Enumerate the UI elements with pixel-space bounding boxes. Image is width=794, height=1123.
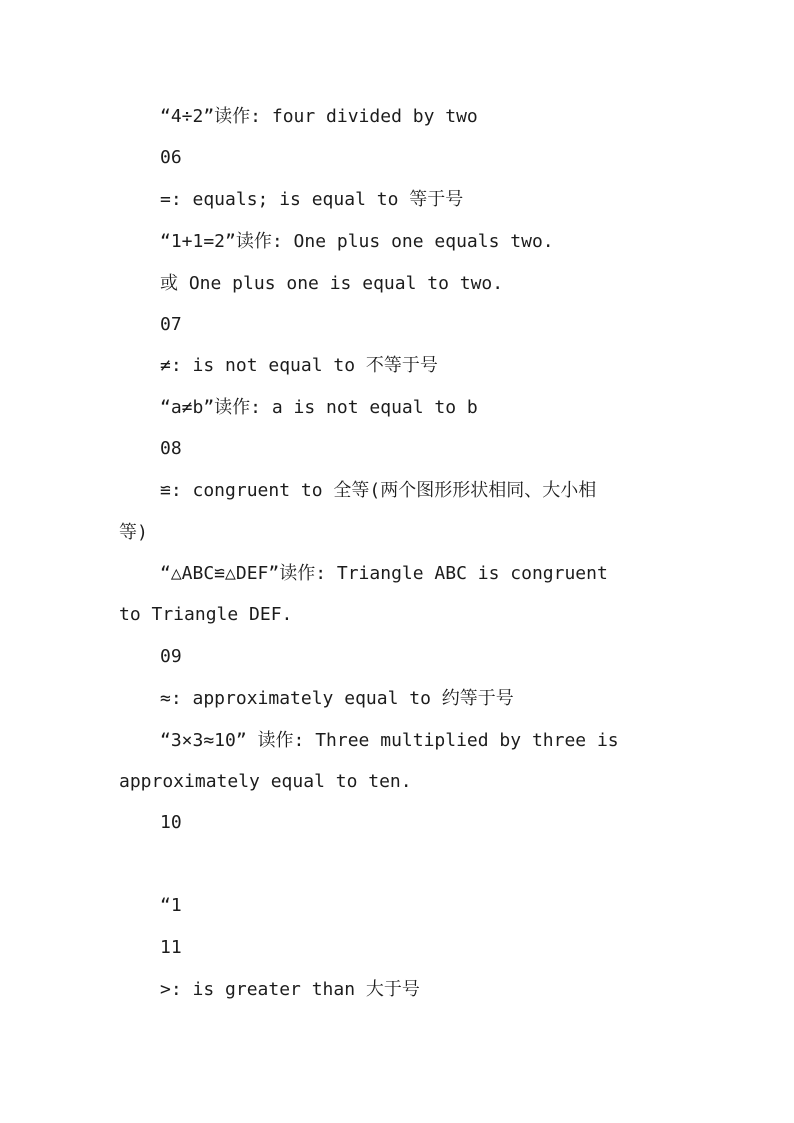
text-line: ≌: congruent to 全等(两个图形形状相同、大小相: [160, 480, 597, 501]
section-number: 08: [160, 438, 182, 459]
section-number: 10: [160, 812, 182, 833]
text-line: 或 One plus one is equal to two.: [160, 273, 504, 294]
section-number: 07: [160, 314, 182, 335]
section-number: 11: [160, 937, 182, 958]
text-line: ≈: approximately equal to 约等于号: [160, 688, 514, 709]
section-number: 06: [160, 147, 182, 168]
text-line: =: equals; is equal to 等于号: [160, 189, 464, 210]
text-line: “4÷2”读作: four divided by two: [160, 106, 478, 127]
text-line: approximately equal to ten.: [119, 771, 412, 792]
section-number: 09: [160, 646, 182, 667]
text-line: “a≠b”读作: a is not equal to b: [160, 397, 478, 418]
text-line: “1+1=2”读作: One plus one equals two.: [160, 231, 554, 252]
text-line: 等): [119, 522, 148, 543]
text-line: “1: [160, 895, 182, 916]
text-line: to Triangle DEF.: [119, 604, 293, 625]
text-line: “△ABC≌△DEF”读作: Triangle ABC is congruent: [160, 563, 608, 584]
text-line: >: is greater than 大于号: [160, 979, 420, 1000]
text-line: ≠: is not equal to 不等于号: [160, 355, 438, 376]
text-line: “3×3≈10” 读作: Three multiplied by three is: [160, 730, 619, 751]
